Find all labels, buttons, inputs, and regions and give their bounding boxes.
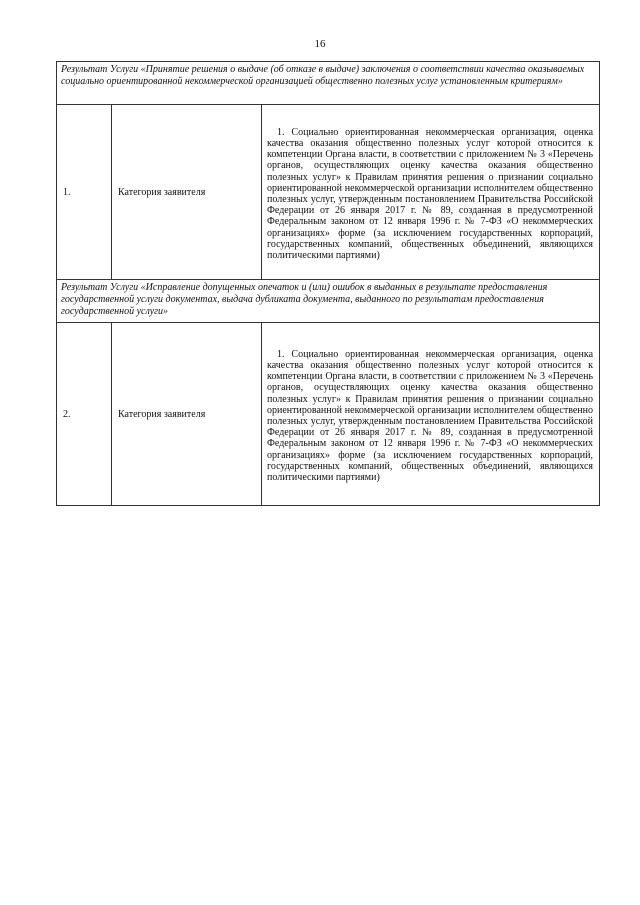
section-title: Результат Услуги «Исправление допущенных опечаток и (или) ошибок в выданных в результате предоставления государственной услуги документах, выдача дубликата документа, выданного по результатам предоставления государственной услуги» [57, 280, 600, 323]
row-description: 1. Социально ориентированная некоммерческая организация, оценка качества оказания общественно полезных услуг которой относится к компетенции Органа власти, в соответствии с приложением № 3 «Перечень органов, осуществляющих оценку качества оказания общественно полезных услуг» к Правилам принятия решения о признании социально ориентированной некоммерческой организации исполнителем общественно полезных услуг, утвержденным постановлением Правительства Российской Федерации от 26 января 2017 г. № 89, созданная в предусмотренной Федеральным законом от 12 января 1996 г. № 7-ФЗ «О некоммерческих организациях» форме (за исключением государственных корпораций, государственных компаний, общественных объединений, являющихся политическими партиями) [262, 105, 600, 280]
row-number: 1. [57, 105, 112, 280]
row-category: Категория заявителя [112, 323, 262, 506]
row-description: 1. Социально ориентированная некоммерческая организация, оценка качества оказания общественно полезных услуг которой относится к компетенции Органа власти, в соответствии с приложением № 3 «Перечень органов, осуществляющих оценку качества оказания общественно полезных услуг» к Правилам принятия решения о признании социально ориентированной некоммерческой организации исполнителем общественно полезных услуг, утвержденным постановлением Правительства Российской Федерации от 26 января 2017 г. № 89, созданная в предусмотренной Федеральным законом от 12 января 1996 г. № 7-ФЗ «О некоммерческих организациях» форме (за исключением государственных корпораций, государственных компаний, общественных объединений, являющихся политическими партиями) [262, 323, 600, 506]
section-title: Результат Услуги «Принятие решения о выдаче (об отказе в выдаче) заключения о соответствии качества оказываемых социально ориентированной некоммерческой организацией общественно полезных услуг установленным критериям» [57, 62, 600, 105]
page-number: 16 [314, 38, 326, 50]
table-row [57, 323, 600, 506]
section-header-row [57, 62, 600, 105]
table-row [57, 105, 600, 280]
criteria-table [56, 61, 600, 506]
row-category: Категория заявителя [112, 105, 262, 280]
row-number: 2. [57, 323, 112, 506]
section-header-row [57, 280, 600, 323]
